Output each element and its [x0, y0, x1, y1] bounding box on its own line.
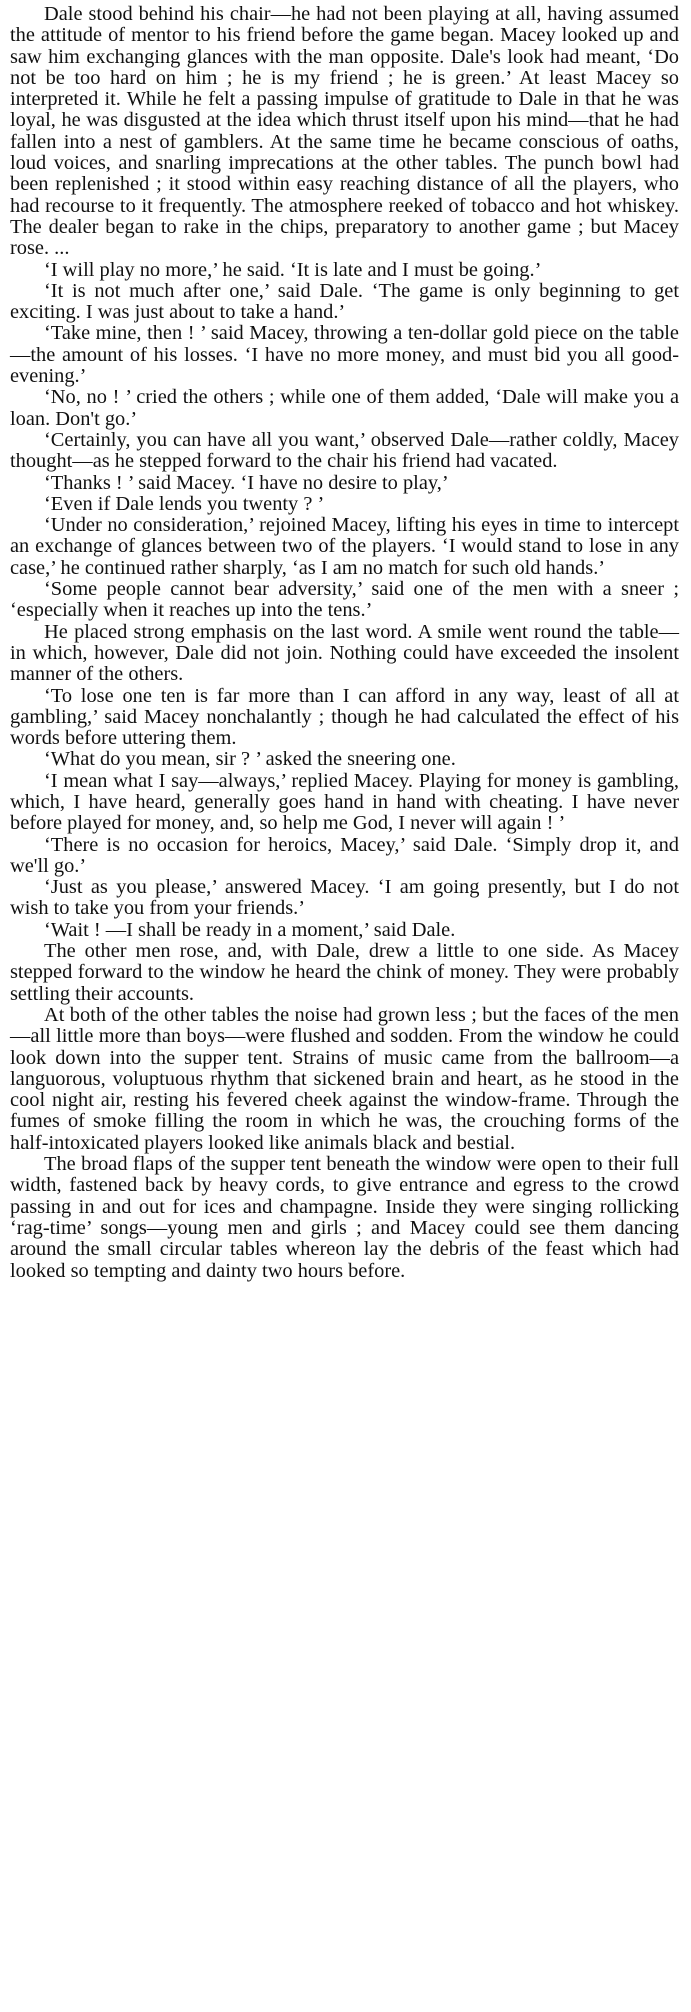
paragraph-6: ‘Certainly, you can have all you want,’ observed Dale—rather coldly, Macey thought—as he stepped forward to the chair his friend had vacated. — [10, 428, 679, 473]
paragraph-3: ‘It is not much after one,’ said Dale. ‘The game is only beginning to get exciting. I was just about to take a hand.’ — [10, 279, 679, 324]
paragraph-20: The broad flaps of the supper tent beneath the window were open to their full width, fastened back by heavy cords, to give entrance and egress to the crowd passing in and out for ices and champagne. Inside they were singing rollicking ‘rag-time’ songs—young men and girls ; and Macey could see them dancing around the small circular tables whereon lay the debris of the feast which had looked so tempting and dainty two hours before. — [10, 1153, 679, 1282]
paragraph-2: ‘I will play no more,’ he said. ‘It is late and I must be going.’ — [44, 258, 542, 281]
paragraph-5: ‘No, no ! ’ cried the others ; while one of them added, ‘Dale will make you a loan. Don't go.’ — [10, 386, 679, 430]
paragraph-14: ‘I mean what I say—always,’ replied Macey. Playing for money is gambling, which, I have heard, generally goes hand in hand with cheating. I have never before played for money, and, so help me God, I never will again ! ’ — [10, 769, 679, 835]
paragraph-7: ‘Thanks ! ’ said Macey. ‘I have no desire to play,’ — [44, 471, 449, 494]
paragraph-10: ‘Some people cannot bear adversity,’ said one of the men with a sneer ; ‘especially when it reaches up into the tens.’ — [10, 578, 679, 622]
paragraph-12: ‘To lose one ten is far more than I can afford in any way, least of all at gambling,’ said Macey nonchalantly ; though he had calculated the effect of his words before uttering them. — [10, 684, 679, 750]
paragraph-8: ‘Even if Dale lends you twenty ? ’ — [44, 492, 325, 515]
paragraph-1: Dale stood behind his chair—he had not been playing at all, having assumed the attitude of mentor to his friend before the game began. Macey looked up and saw him exchanging glances with the man opposite. Dale's look had meant, ‘Do not be too hard on him ; he is my friend ; he is green.’ At least Macey so interpreted it. While he felt a passing impulse of gratitude to Dale in that he was loyal, he was disgusted at the idea which thrust itself upon his mind—that he had fallen into a nest of gamblers. At the same time he became conscious of oaths, loud voices, and snarling imprecations at the other tables. The punch bowl had been replenished ; it stood within easy reaching distance of all the players, who had recourse to it frequently. The atmosphere reeked of tobacco and hot whiskey. The dealer began to rake in the chips, preparatory to another game ; but Macey rose. ... — [10, 3, 679, 260]
paragraph-4: ‘Take mine, then ! ’ said Macey, throwing a ten-dollar gold piece on the table—the amount of his losses. ‘I have no more money, and must bid you all good-evening.’ — [10, 322, 679, 388]
paragraph-9: ‘Under no consideration,’ rejoined Macey, lifting his eyes in time to intercept an exchange of glances between two of the players. ‘I would stand to lose in any case,’ he continued rather sharply, ‘as I am no match for such old hands.’ — [10, 514, 679, 579]
paragraph-19: At both of the other tables the noise had grown less ; but the faces of the men—all little more than boys—were flushed and sodden. From the window he could look down into the supper tent. Strains of music came from the ballroom—a languorous, voluptuous rhythm that sickened brain and heart, as he stood in the cool night air, resting his fevered cheek against the window-frame. Through the fumes of smoke filling the room in which he was, the crouching forms of the half-intoxicated players looked like animals black and bestial. — [10, 1003, 679, 1154]
paragraph-11: He placed strong emphasis on the last word. A smile went round the table—in which, however, Dale did not join. Nothing could have exceeded the insolent manner of the others. — [10, 620, 679, 686]
paragraph-17: ‘Wait ! —I shall be ready in a moment,’ said Dale. — [44, 918, 456, 941]
paragraph-13: ‘What do you mean, sir ? ’ asked the sneering one. — [44, 748, 456, 771]
paragraph-18: The other men rose, and, with Dale, drew a little to one side. As Macey stepped forward to the window he heard the chink of money. They were probably settling their accounts. — [10, 940, 679, 1005]
paragraph-16: ‘Just as you please,’ answered Macey. ‘I am going presently, but I do not wish to take you from your friends.’ — [10, 876, 679, 920]
paragraph-15: ‘There is no occasion for heroics, Macey,’ said Dale. ‘Simply drop it, and we'll go.’ — [10, 833, 679, 877]
